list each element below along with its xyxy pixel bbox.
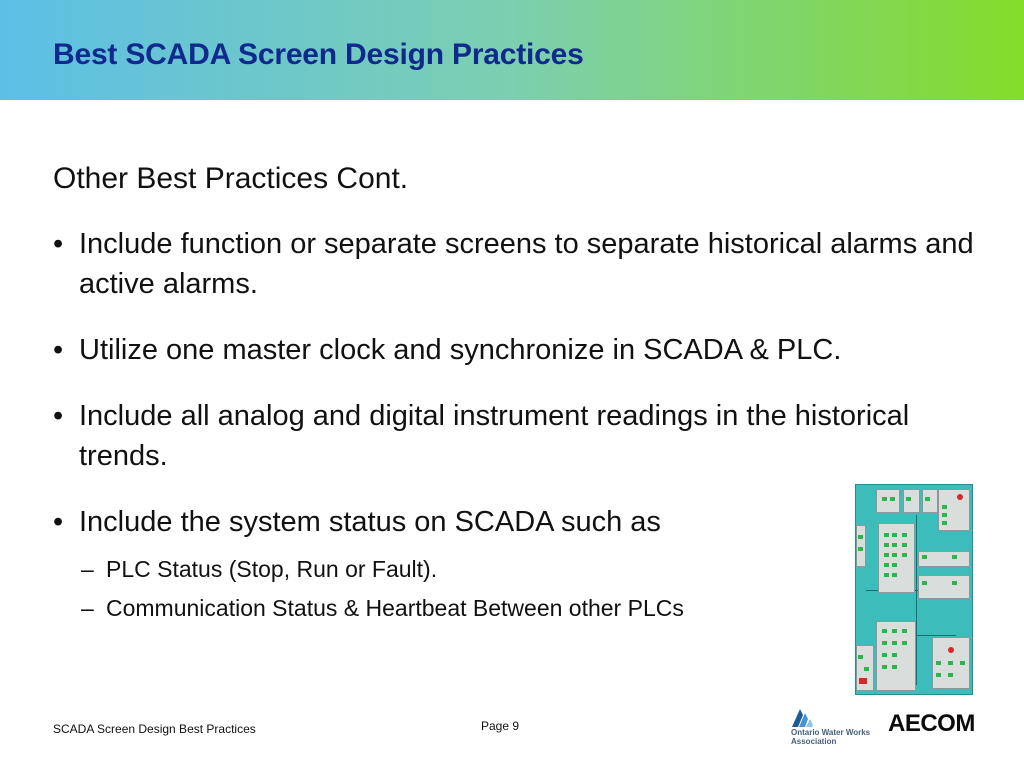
sub-bullet-text: Communication Status & Heartbeat Between other PLCs <box>106 595 684 621</box>
dash-glyph: – <box>81 556 94 582</box>
bullet-text: Utilize one master clock and synchronize in SCADA & PLC. <box>79 334 842 366</box>
bullet-item <box>53 396 993 476</box>
bullet-glyph: • <box>53 400 64 432</box>
bullet-glyph: • <box>53 506 64 538</box>
bullet-text: Include function or separate screens to separate historical alarms and active alarms. <box>79 228 974 300</box>
bullet-item <box>53 330 993 370</box>
scada-screen-thumbnail <box>855 484 973 695</box>
dash-glyph: – <box>81 595 94 621</box>
bullet-text: Include all analog and digital instrument readings in the historical trends. <box>79 400 910 472</box>
bullet-glyph: • <box>53 334 64 366</box>
header-banner <box>0 0 1024 100</box>
bullet-text: Include the system status on SCADA such as <box>79 506 661 538</box>
slide-subtitle: Other Best Practices Cont. <box>53 162 409 195</box>
bullet-glyph: • <box>53 228 64 260</box>
owwa-logo-text <box>791 728 870 746</box>
bullet-list <box>53 224 993 628</box>
bullet-item <box>53 224 993 304</box>
sub-bullet-item <box>53 550 993 589</box>
owwa-line-1: Ontario Water Works <box>791 728 871 737</box>
aecom-logo: AECOM <box>888 710 975 737</box>
footer-presentation-title: SCADA Screen Design Best Practices <box>53 722 256 736</box>
sub-bullet-text: PLC Status (Stop, Run or Fault). <box>106 556 438 582</box>
sub-bullet-item <box>53 589 993 628</box>
page-number: Page 9 <box>481 719 520 733</box>
slide-title: Best SCADA Screen Design Practices <box>53 38 584 71</box>
owwa-line-2: Association <box>791 737 837 746</box>
bullet-item <box>53 502 993 542</box>
